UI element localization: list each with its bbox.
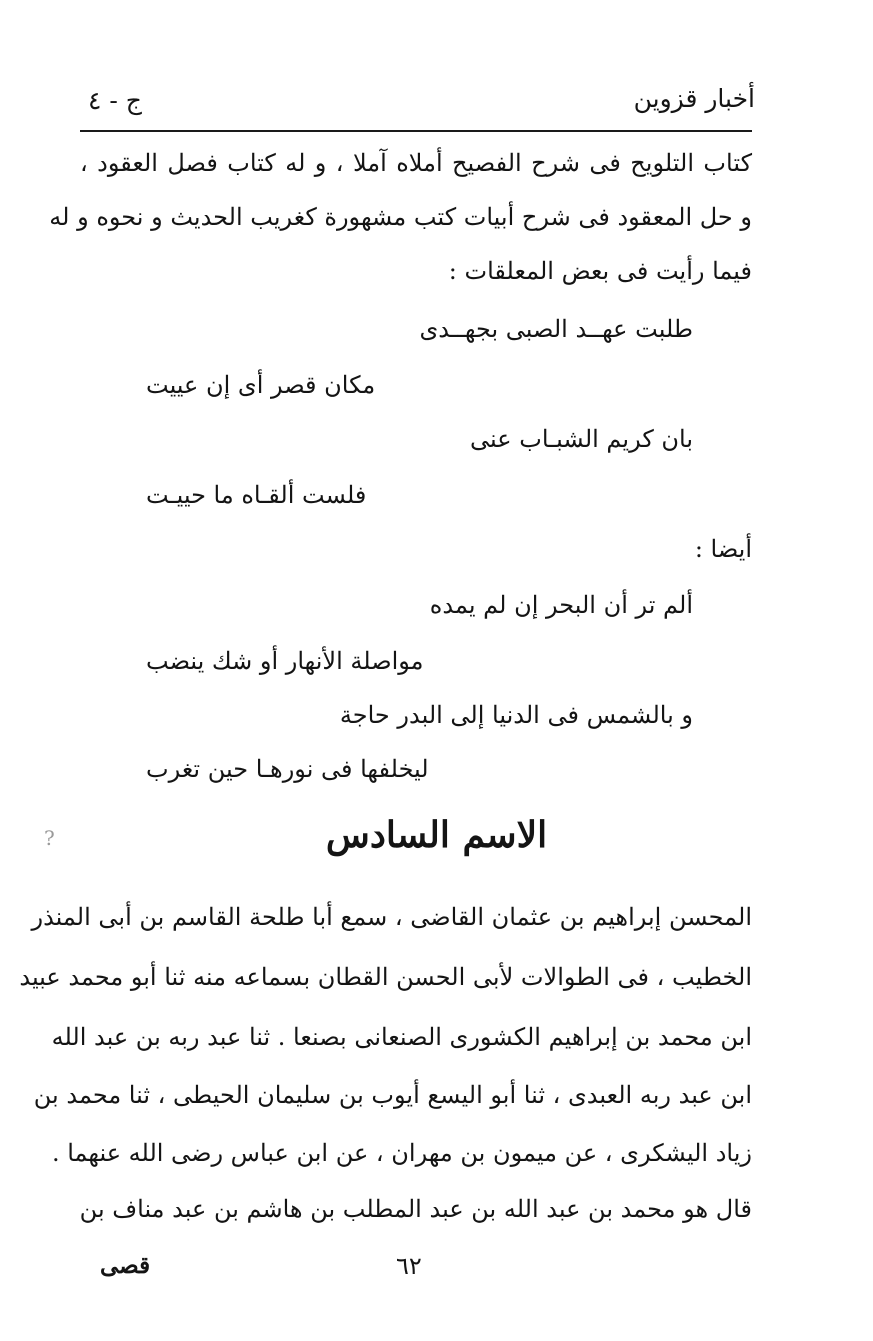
poem1-line-4: فلست ألقـاه ما حييـت xyxy=(146,481,367,509)
page-number: ٦٢ xyxy=(396,1252,422,1280)
paragraph1-line-1: كتاب التلويح فى شرح الفصيح أملاه آملا ، و له كتاب فصل العقود ، xyxy=(80,149,752,177)
catchword: قصى xyxy=(100,1252,151,1279)
poem2-line-2: مواصلة الأنهار أو شك ينضب xyxy=(146,647,424,675)
paragraph1-line-2: و حل المعقود فى شرح أبيات كتب مشهورة كغريب الحديث و نحوه و له xyxy=(49,203,752,231)
poem1-line-1: طلبت عهــد الصبى بجهــدى xyxy=(419,315,693,343)
margin-mark: ? xyxy=(44,826,55,850)
paragraph2-line-3: ابن محمد بن إبراهيم الكشورى الصنعانى بصنعا . ثنا عبد ربه بن عبد الله xyxy=(51,1023,752,1051)
also-label: أيضا : xyxy=(694,535,752,563)
paragraph1-line-3: فيما رأيت فى بعض المعلقات : xyxy=(448,257,752,285)
paragraph2-line-1: المحسن إبراهيم بن عثمان القاضى ، سمع أبا طلحة القاسم بن أبى المنذر xyxy=(31,903,752,931)
paragraph2-line-6: قال هو محمد بن عبد الله بن عبد المطلب بن هاشم بن عبد مناف بن xyxy=(79,1195,752,1223)
poem1-line-3: بان كريم الشبـاب عنى xyxy=(470,425,693,453)
header-rule xyxy=(80,130,752,132)
poem2-line-4: ليخلفها فى نورهـا حين تغرب xyxy=(146,755,429,783)
section-heading: الاسم السادس xyxy=(325,814,548,856)
volume-marker: ج - ٤ xyxy=(88,86,142,115)
poem2-line-1: ألم تر أن البحر إن لم يمده xyxy=(429,591,693,619)
running-title: أخبار قزوين xyxy=(633,84,755,113)
paragraph2-line-4: ابن عبد ربه العبدى ، ثنا أبو اليسع أيوب بن سليمان الحيطى ، ثنا محمد بن xyxy=(33,1081,752,1109)
paragraph2-line-2: الخطيب ، فى الطوالات لأبى الحسن القطان بسماعه منه ثنا أبو محمد عبيد xyxy=(19,963,752,991)
paragraph2-line-5: زياد اليشكرى ، عن ميمون بن مهران ، عن ابن عباس رضى الله عنهما . xyxy=(51,1139,752,1167)
poem2-line-3: و بالشمس فى الدنيا إلى البدر حاجة xyxy=(339,701,693,729)
poem1-line-2: مكان قصر أى إن عييت xyxy=(146,371,376,399)
